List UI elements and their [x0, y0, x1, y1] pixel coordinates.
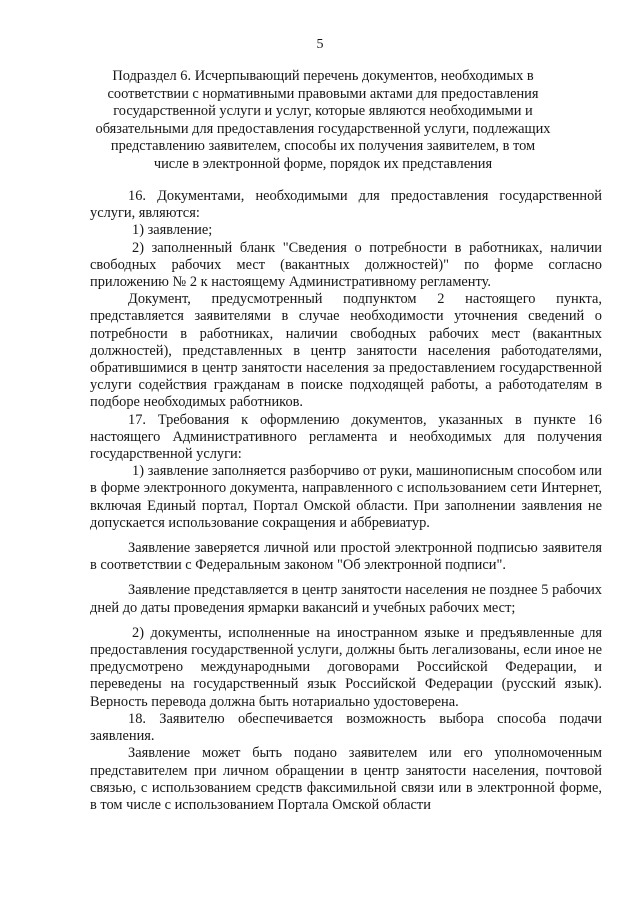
paragraph-17: 17. Требования к оформлению документов, указанных в пункте 16 настоящего Административного регламента и необходимых для получения государственной услуги:: [90, 411, 602, 463]
paragraph: Заявление представляется в центр занятости населения не позднее 5 рабочих дней до даты проведения ярмарки вакансий и учебных рабочих мест;: [90, 582, 602, 616]
section-heading: Подраздел 6. Исчерпывающий перечень документов, необходимых в соответствии с нормативными правовыми актами для предоставления государственной услуги и услуг, которые являются необходимыми и обязательными для предоставления государственной услуги, подлежащих представлению заявителем, способы их получения заявителем, в том числе в электронной форме, порядок их представления: [95, 68, 551, 172]
document-body: [90, 188, 602, 814]
paragraph-16: 16. Документами, необходимыми для предоставления государственной услуги, являются:: [90, 188, 602, 222]
paragraph: Заявление заверяется личной или простой электронной подписью заявителя в соответствии с Федеральным законом "Об электронной подписи".: [90, 540, 602, 574]
list-item-1: 1) заявление заполняется разборчиво от руки, машинописным способом или в форме электронного документа, направленного с использованием сети Интернет, включая Единый портал, Портал Омской области. При заполнении заявления не допускается использование сокращения и аббревиатур.: [90, 463, 602, 531]
paragraph-18: 18. Заявителю обеспечивается возможность выбора способа подачи заявления.: [90, 710, 602, 745]
paragraph: Заявление может быть подано заявителем или его уполномоченным представителем при личном обращении в центр занятости населения, почтовой связью, с использованием средств факсимильной связи или в электронной форме, в том числе с использованием Портала Омской области: [90, 745, 602, 813]
list-item-2: 2) заполненный бланк "Сведения о потребности в работниках, наличии свободных рабочих мест (вакантных должностей)" по форме согласно приложению № 2 к настоящему Административному регламенту.: [90, 239, 602, 291]
page-number: 5: [316, 37, 324, 52]
list-item-1: 1) заявление;: [132, 222, 213, 239]
paragraph: Документ, предусмотренный подпунктом 2 настоящего пункта, представляется заявителями в случае необходимости уточнения сведений о потребности в работниках, наличии свободных рабочих мест (вакантных должностей), представленных в центр занятости населения работодателями, обратившимися в центр занятости населения за предоставлением государственной услуги содействия гражданам в поиске подходящей работы, а работодателям в подборе необходимых работников.: [90, 291, 602, 411]
list-item-2: 2) документы, исполненные на иностранном языке и предъявленные для предоставления государственной услуги, должны быть легализованы, если иное не предусмотрено международными договорами Российской Федерации, и переведены на государственный язык Российской Федерации (русский язык). Верность перевода должна быть нотариально удостоверена.: [90, 624, 602, 710]
